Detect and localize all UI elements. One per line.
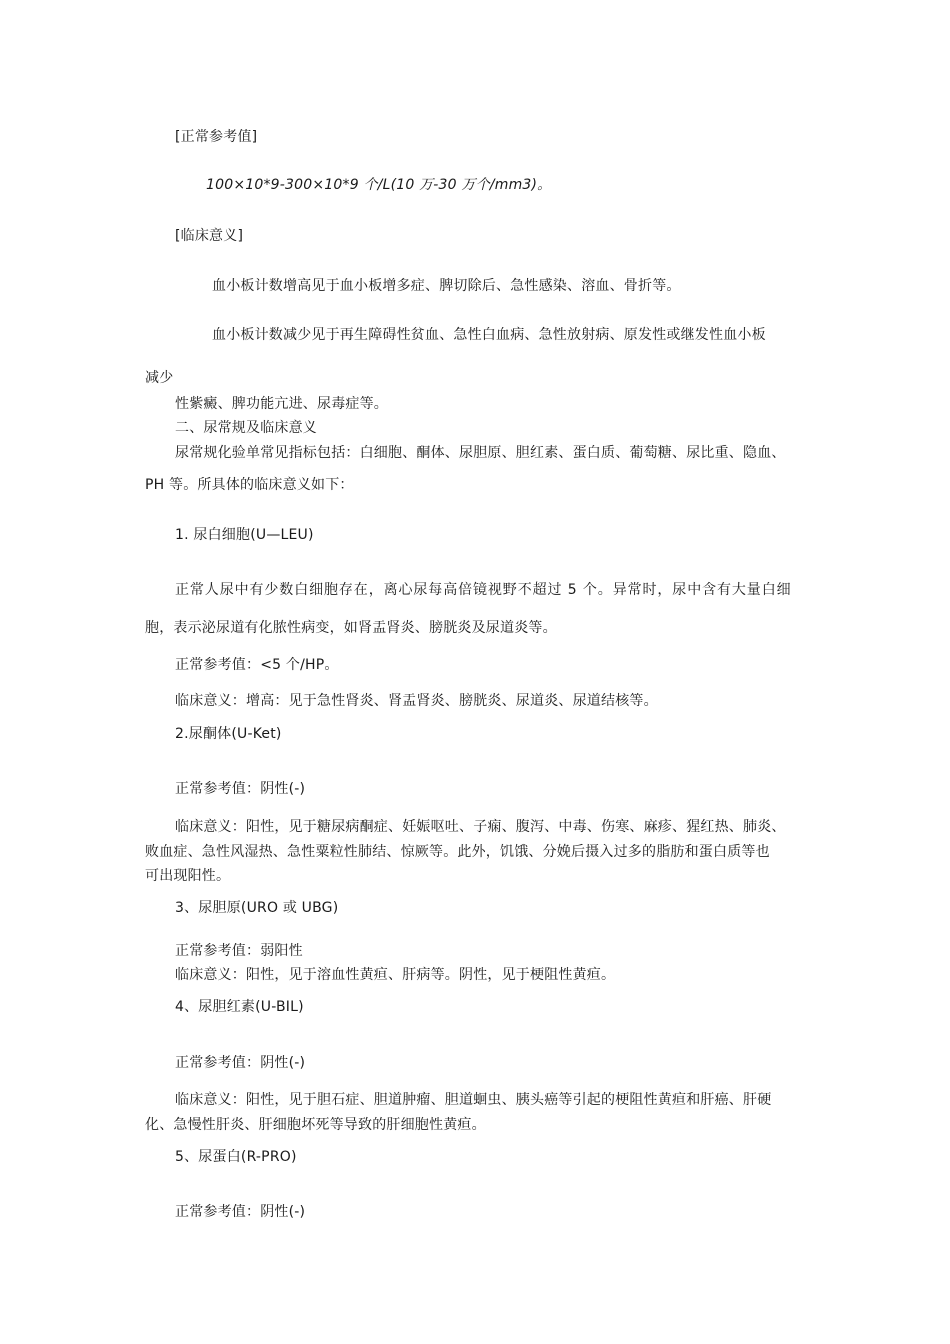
paragraph-line: 临床意义：阳性，见于溶血性黄疸、肝病等。阴性，见于梗阻性黄疸。 xyxy=(175,967,616,983)
item-heading-bil: 4、尿胆红素(U-BIL) xyxy=(175,999,304,1015)
paragraph-line: 正常人尿中有少数白细胞存在，离心尿每高倍镜视野不超过 5 个。异常时，尿中含有大量白细 xyxy=(175,582,792,598)
item-heading-pro: 5、尿蛋白(R-PRO) xyxy=(175,1149,297,1165)
ket-reference-value: 正常参考值：阴性(-) xyxy=(175,781,306,797)
platelet-reference-value: 100×10*9-300×10*9 个/L(10 万-30 万个/mm3)。 xyxy=(206,177,552,193)
paragraph-line: 败血症、急性风湿热、急性粟粒性肺结、惊厥等。此外，饥饿、分娩后摄入过多的脂肪和蛋白质等也 xyxy=(145,844,770,860)
paragraph-line: 尿常规化验单常见指标包括：白细胞、酮体、尿胆原、胆红素、蛋白质、葡萄糖、尿比重、隐血、 xyxy=(175,445,786,461)
item-heading-leu: 1. 尿白细胞(U—LEU) xyxy=(175,527,314,543)
section-heading-urine-routine: 二、尿常规及临床意义 xyxy=(175,420,317,436)
paragraph-line: 化、急慢性肝炎、肝细胞坏死等导致的肝细胞性黄疸。 xyxy=(145,1117,486,1133)
paragraph-line: 临床意义：阳性，见于糖尿病酮症、妊娠呕吐、子痫、腹泻、中毒、伤寒、麻疹、猩红热、肺炎、 xyxy=(175,819,786,835)
paragraph-line: 性紫癜、脾功能亢进、尿毒症等。 xyxy=(175,396,388,412)
paragraph-line: 临床意义：阳性，见于胆石症、胆道肿瘤、胆道蛔虫、胰头癌等引起的梗阻性黄疸和肝癌、肝硬 xyxy=(175,1092,772,1108)
section-heading-reference: [正常参考值] xyxy=(175,129,258,145)
paragraph-line: 可出现阳性。 xyxy=(145,868,231,884)
paragraph-line: 减少 xyxy=(145,370,174,386)
item-heading-uro: 3、尿胆原(URO 或 UBG) xyxy=(175,900,339,916)
bil-reference-value: 正常参考值：阴性(-) xyxy=(175,1055,306,1071)
paragraph-line: PH 等。所具体的临床意义如下： xyxy=(145,477,354,493)
leu-reference-value: 正常参考值：<5 个/HP。 xyxy=(175,657,339,673)
section-heading-clinical: [临床意义] xyxy=(175,228,244,244)
paragraph-line: 胞，表示泌尿道有化脓性病变，如肾盂肾炎、膀胱炎及尿道炎等。 xyxy=(145,620,557,636)
item-heading-ket: 2.尿酮体(U-Ket) xyxy=(175,726,282,742)
paragraph-line: 血小板计数增高见于血小板增多症、脾切除后、急性感染、溶血、骨折等。 xyxy=(212,278,681,294)
paragraph-line: 血小板计数减少见于再生障碍性贫血、急性白血病、急性放射病、原发性或继发性血小板 xyxy=(212,327,766,343)
pro-reference-value: 正常参考值：阴性(-) xyxy=(175,1204,306,1220)
uro-reference-value: 正常参考值：弱阳性 xyxy=(175,943,303,959)
paragraph-line: 临床意义：增高：见于急性肾炎、肾盂肾炎、膀胱炎、尿道炎、尿道结核等。 xyxy=(175,693,658,709)
